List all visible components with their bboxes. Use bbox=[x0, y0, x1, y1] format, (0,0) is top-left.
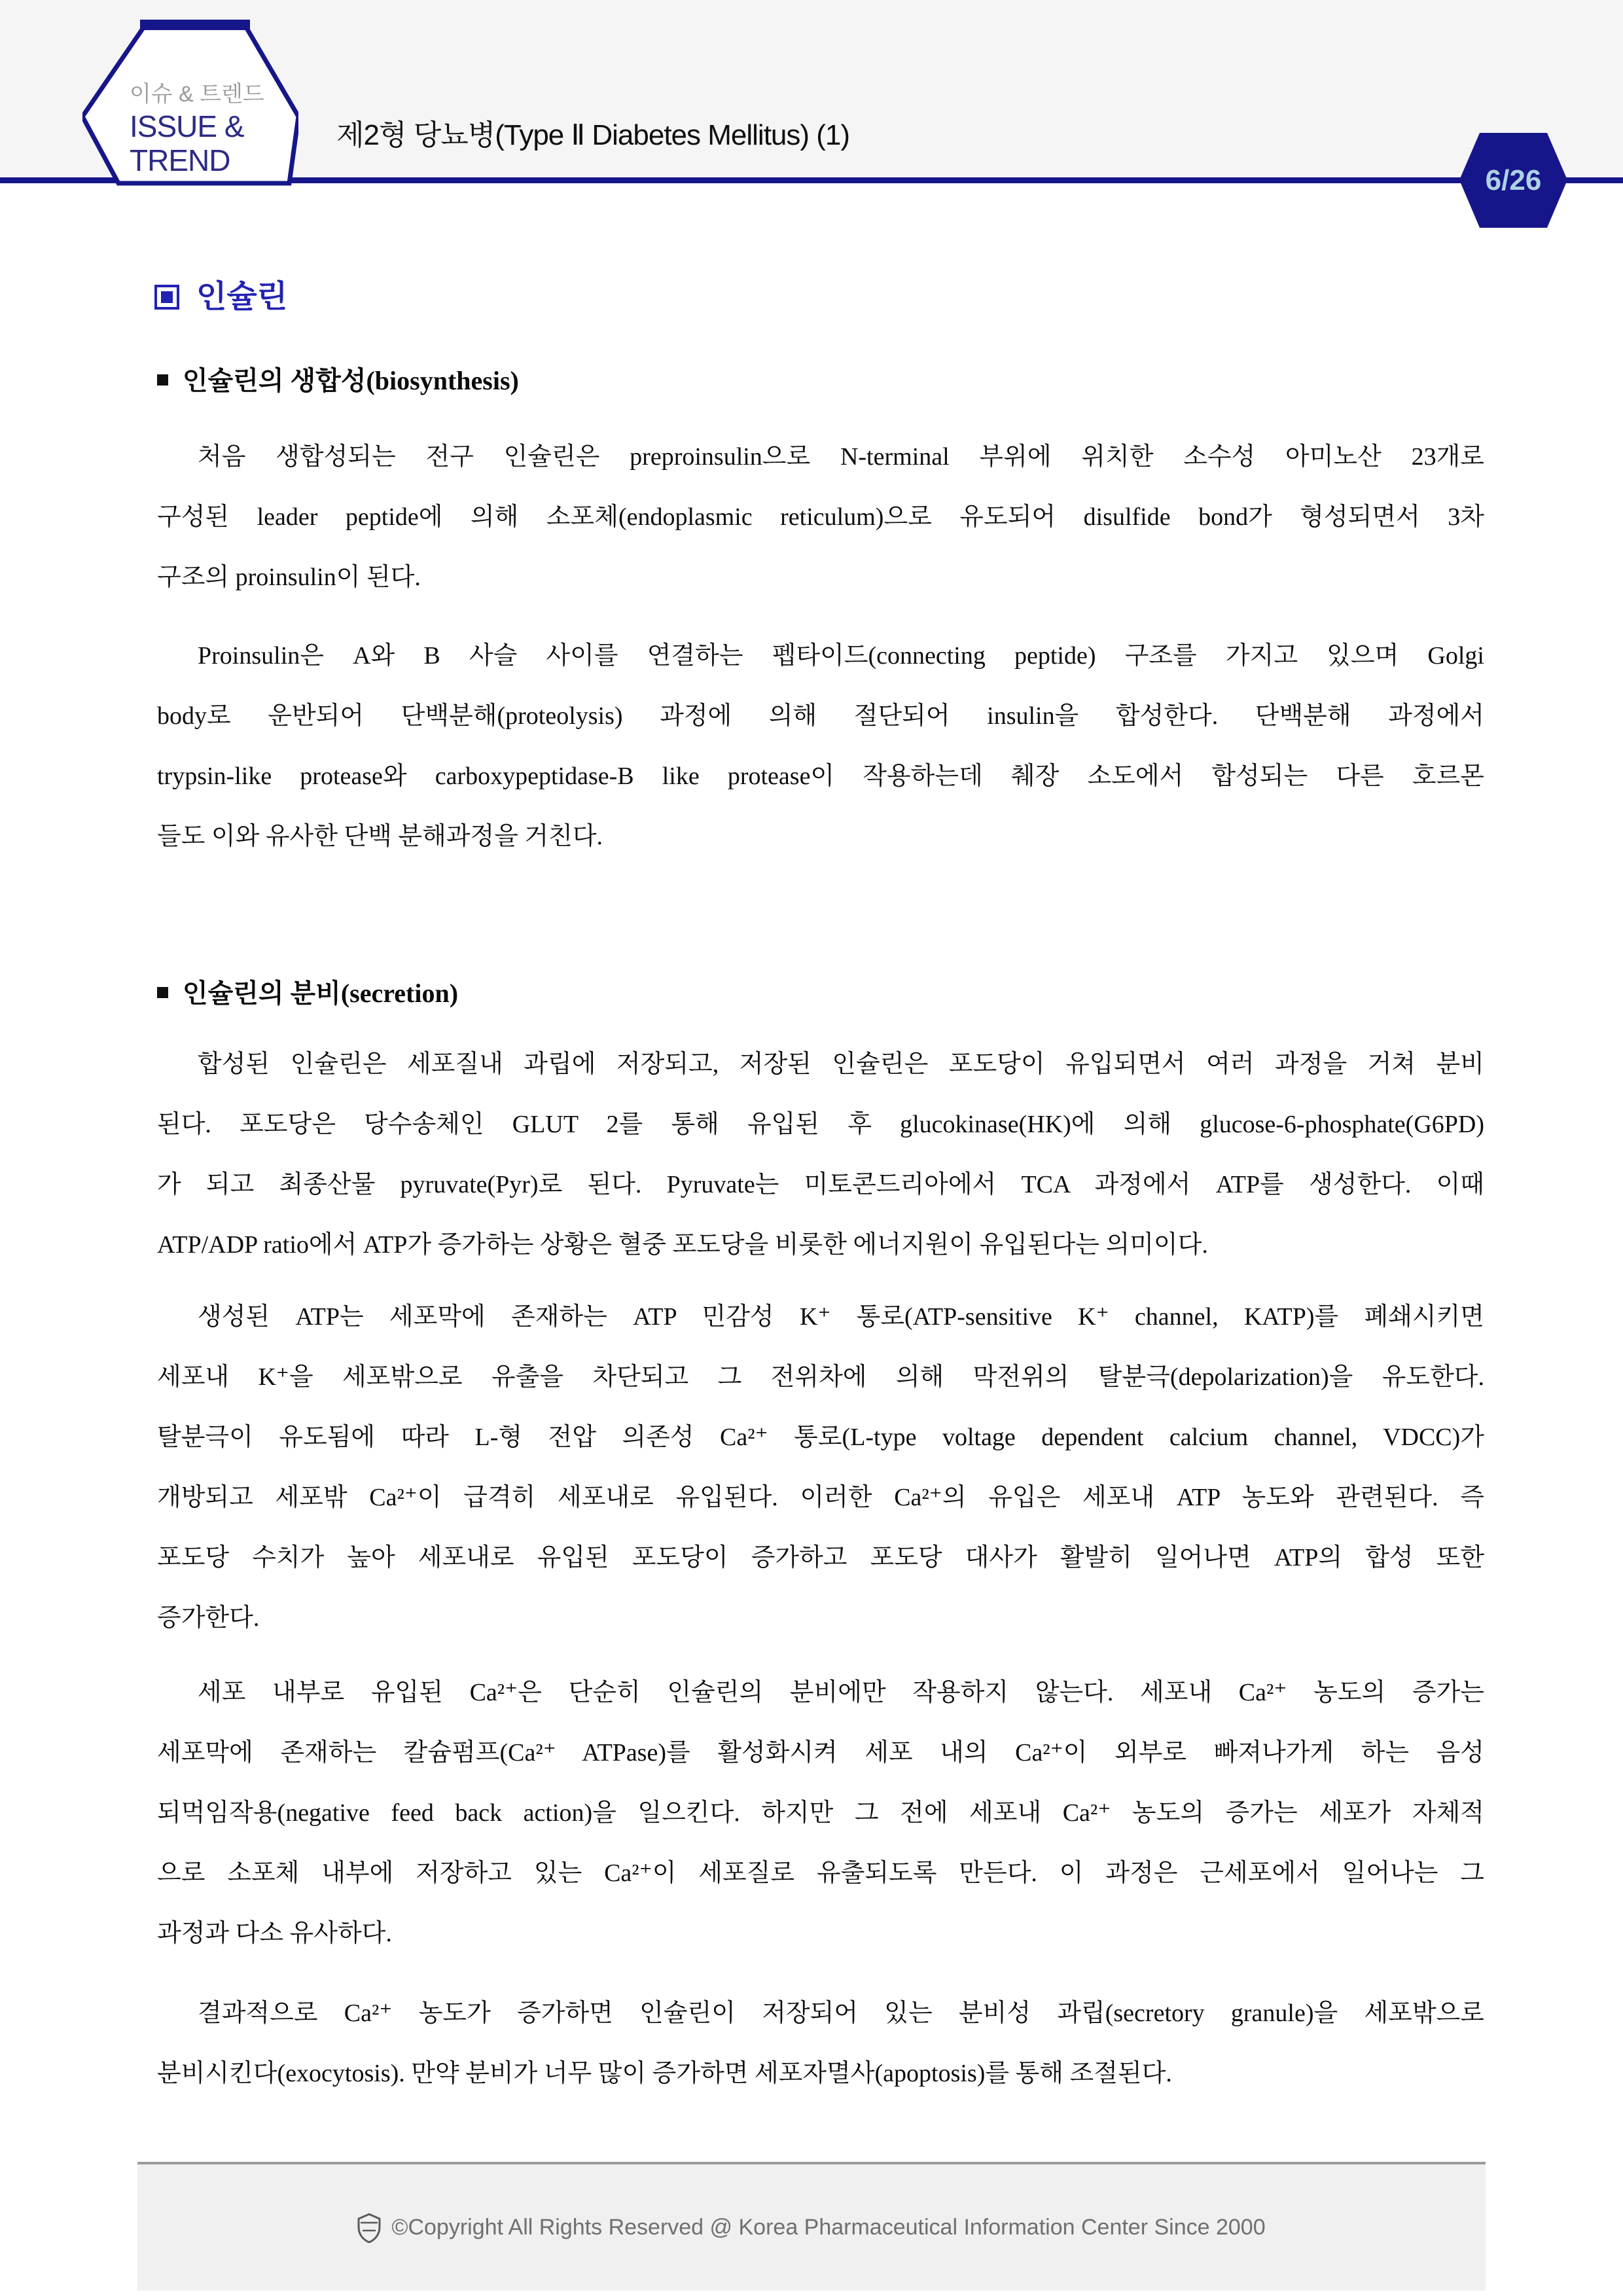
subsection-heading-biosynthesis bbox=[157, 364, 519, 398]
paragraph-line: 증가한다. bbox=[157, 1604, 260, 1632]
bullet-icon bbox=[157, 374, 168, 386]
paragraph-line: 가 되고 최종산물 pyruvate(Pyr)로 된다. Pyruvate는 미토콘드리아에서 TCA 과정에서 ATP를 생성한다. 이때 bbox=[157, 1171, 1484, 1198]
paragraph-line: ATP/ADP ratio에서 ATP가 증가하는 상황은 혈중 포도당을 비롯한 에너지원이 유입된다는 의미이다. bbox=[157, 1231, 1208, 1259]
paragraph-line: 처음 생합성되는 전구 인슐린은 preproinsulin으로 N-terminal 부위에 위치한 소수성 아미노산 23개로 bbox=[198, 443, 1484, 471]
paragraph-line: 세포막에 존재하는 칼슘펌프(Ca²⁺ ATPase)를 활성화시켜 세포 내의 Ca²⁺이 외부로 빠져나가게 하는 음성 bbox=[157, 1739, 1484, 1767]
paragraph-line: 으로 소포체 내부에 저장하고 있는 Ca²⁺이 세포질로 유출되도록 만든다. 이 과정은 근세포에서 일어나는 그 bbox=[157, 1859, 1484, 1887]
section-heading-insulin bbox=[154, 279, 287, 315]
paragraph-line: 된다. 포도당은 당수송체인 GLUT 2를 통해 유입된 후 glucokinase(HK)에 의해 glucose-6-phosphate(G6PD) bbox=[157, 1111, 1484, 1138]
paragraph-line: 탈분극이 유도됨에 따라 L-형 전압 의존성 Ca²⁺ 통로(L-type voltage dependent calcium channel, VDCC)가 bbox=[157, 1424, 1484, 1451]
paragraph-biosynthesis-2 bbox=[157, 626, 1484, 867]
paragraph-biosynthesis-1 bbox=[157, 427, 1484, 607]
logo-english-line2: TREND bbox=[130, 143, 230, 177]
paragraph-line: 세포내 K⁺을 세포밖으로 유출을 차단되고 그 전위차에 의해 막전위의 탈분극(depolarization)을 유도한다. bbox=[157, 1363, 1484, 1391]
bullet-icon bbox=[157, 987, 168, 998]
logo-english-line1: ISSUE & bbox=[130, 109, 244, 143]
paragraph-line: 개방되고 세포밖 Ca²⁺이 급격히 세포내로 유입된다. 이러한 Ca²⁺의 유입은 세포내 ATP 농도와 관련된다. 즉 bbox=[157, 1484, 1484, 1511]
paragraph-secretion-3 bbox=[157, 1662, 1484, 1964]
paragraph-line: 되먹임작용(negative feed back action)을 일으킨다. 하지만 그 전에 세포내 Ca²⁺ 농도의 증가는 세포가 자체적 bbox=[157, 1799, 1484, 1827]
paragraph-line: trypsin-like protease와 carboxypeptidase-B like protease이 작용하는데 췌장 소도에서 합성되는 다른 호르몬 bbox=[157, 762, 1484, 790]
page-number-badge bbox=[1459, 133, 1567, 228]
paragraph-line: 결과적으로 Ca²⁺ 농도가 증가하면 인슐린이 저장되어 있는 분비성 과립(secretory granule)을 세포밖으로 bbox=[198, 2000, 1484, 2027]
section-heading-text: 인슐린 bbox=[196, 279, 288, 314]
paragraph-line: 합성된 인슐린은 세포질내 과립에 저장되고, 저장된 인슐린은 포도당이 유입되면서 여러 과정을 거쳐 분비 bbox=[198, 1050, 1484, 1078]
document-title: 제2형 당뇨병(Type Ⅱ Diabetes Mellitus) (1) bbox=[336, 119, 850, 151]
paragraph-line: 구성된 leader peptide에 의해 소포체(endoplasmic reticulum)으로 유도되어 disulfide bond가 형성되면서 3차 bbox=[157, 503, 1484, 531]
paragraph-secretion-1 bbox=[157, 1034, 1484, 1275]
paragraph-line: body로 운반되어 단백분해(proteolysis) 과정에 의해 절단되어 insulin을 합성한다. 단백분해 과정에서 bbox=[157, 702, 1484, 730]
section-marker-icon bbox=[154, 285, 179, 310]
page-number-text: 6/26 bbox=[1485, 164, 1542, 196]
issue-trend-logo bbox=[82, 18, 298, 183]
paragraph-line: 구조의 proinsulin이 된다. bbox=[157, 564, 421, 591]
subsection-heading-secretion bbox=[157, 977, 458, 1011]
subsection-heading-text: 인슐린의 생합성(biosynthesis) bbox=[183, 366, 519, 395]
paragraph-line: Proinsulin은 A와 B 사슬 사이를 연결하는 펩타이드(connecting peptide) 구조를 가지고 있으며 Golgi bbox=[198, 642, 1484, 670]
copyright-text: ©Copyright All Rights Reserved @ Korea Pharmaceutical Information Center Since 2000 bbox=[391, 2215, 1266, 2240]
paragraph-line: 들도 이와 유사한 단백 분해과정을 거친다. bbox=[157, 823, 603, 850]
logo-korean-label: 이슈 & 트렌드 bbox=[130, 82, 264, 107]
paragraph-secretion-4 bbox=[157, 1983, 1484, 2104]
page-footer bbox=[137, 2162, 1486, 2291]
paragraph-line: 세포 내부로 유입된 Ca²⁺은 단순히 인슐린의 분비에만 작용하지 않는다. 세포내 Ca²⁺ 농도의 증가는 bbox=[198, 1679, 1484, 1706]
paragraph-line: 과정과 다소 유사하다. bbox=[157, 1920, 392, 1947]
paragraph-line: 포도당 수치가 높아 세포내로 유입된 포도당이 증가하고 포도당 대사가 활발히 일어나면 ATP의 합성 또한 bbox=[157, 1544, 1484, 1571]
paragraph-secretion-2 bbox=[157, 1287, 1484, 1648]
shield-icon bbox=[357, 2213, 381, 2243]
subsection-heading-text: 인슐린의 분비(secretion) bbox=[183, 978, 459, 1008]
paragraph-line: 분비시킨다(exocytosis). 만약 분비가 너무 많이 증가하면 세포자멸사(apoptosis)를 통해 조절된다. bbox=[157, 2060, 1172, 2087]
paragraph-line: 생성된 ATP는 세포막에 존재하는 ATP 민감성 K⁺ 통로(ATP-sensitive K⁺ channel, KATP)를 폐쇄시키면 bbox=[198, 1303, 1484, 1331]
